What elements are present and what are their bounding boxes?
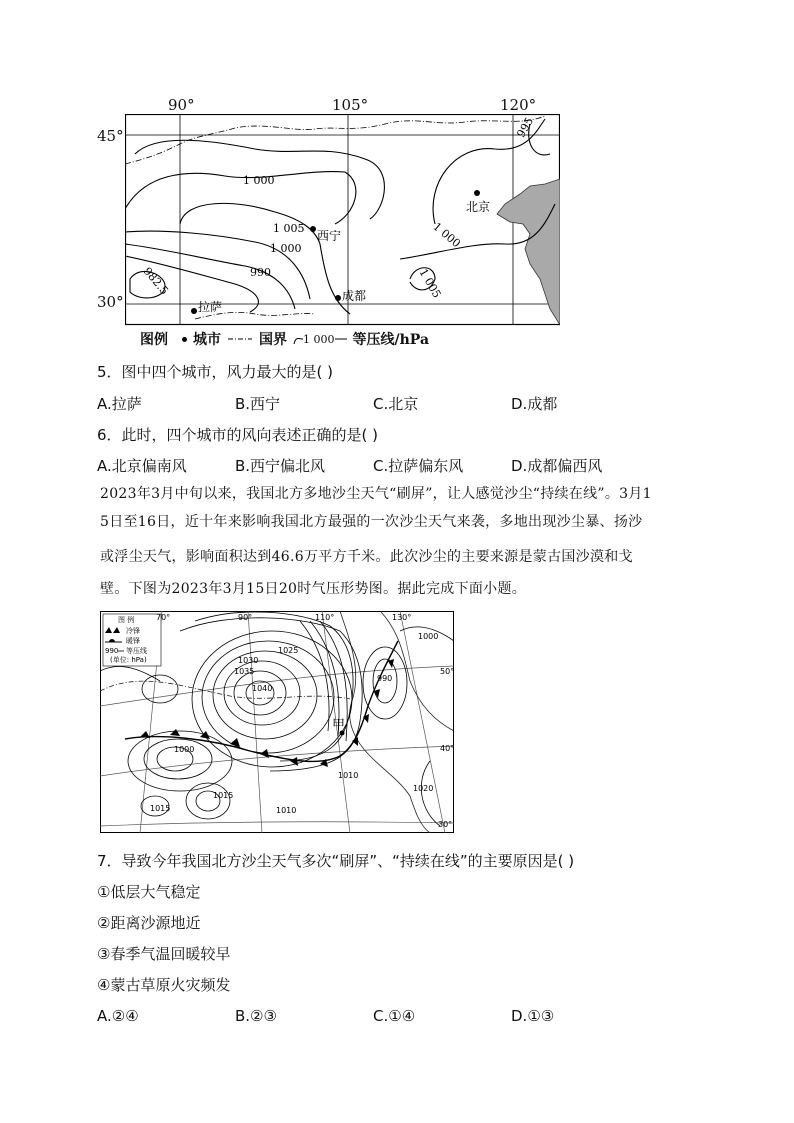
isobar-label: 1 005 <box>273 222 305 235</box>
pressure-map-2023-03-15 <box>100 611 454 833</box>
map2-legend-cold: 冷锋 <box>126 627 140 635</box>
map2-legend-warm: 暖锋 <box>126 637 140 645</box>
isobar-label: 1 000 <box>270 242 302 255</box>
map2-isobar-label: 1035 <box>234 667 255 676</box>
question-7-option-a[interactable]: A.②④ <box>97 1007 139 1025</box>
question-7-stem: 7．导致今年我国北方沙尘天气多次“刷屏”、“持续在线”的主要原因是( ) <box>97 852 575 870</box>
map2-isobar-label: 1040 <box>252 684 273 693</box>
map2-isobar-label: 1010 <box>338 771 359 780</box>
isobar-map-china <box>125 114 560 326</box>
map2-legend-isobar: 等压线 <box>126 647 147 655</box>
question-6-option-a[interactable]: A.北京偏南风 <box>97 457 187 475</box>
question-7-option-c[interactable]: C.①④ <box>373 1007 416 1025</box>
map2-isobar-label: 1025 <box>278 646 299 655</box>
question-7-option-b[interactable]: B.②③ <box>235 1007 277 1025</box>
map2-isobar-label: 1015 <box>150 804 171 813</box>
question-6-stem: 6．此时，四个城市的风向表述正确的是( ) <box>97 426 379 444</box>
map2-lat-label: 50° <box>440 667 454 676</box>
map2-lat-label: 40° <box>440 744 454 753</box>
question-6-option-b[interactable]: B.西宁偏北风 <box>235 457 326 475</box>
question-7-item: ③春季气温回暖较早 <box>97 945 231 963</box>
map2-lon-label: 130° <box>392 613 412 622</box>
isobar-line-icon <box>335 332 347 346</box>
city-label-xining: 西宁 <box>317 229 342 243</box>
map2-isobar-label: 990 <box>377 674 393 683</box>
map2-lon-label: 110° <box>315 613 335 622</box>
city-dot-xining <box>310 226 316 232</box>
city-dot-chengdu <box>335 295 341 301</box>
question-7-item: ②距离沙源地近 <box>97 914 201 932</box>
lat-label-30: 30° <box>97 293 124 311</box>
point-jia-label: 甲 <box>332 718 346 733</box>
isobar-label: 995 <box>514 115 537 140</box>
map2-isobar-label: 1015 <box>213 791 234 800</box>
lon-label-105: 105° <box>332 96 369 114</box>
city-dot-lhasa <box>191 308 197 314</box>
question-6-option-d[interactable]: D.成都偏西风 <box>511 457 603 475</box>
city-label-lhasa: 拉萨 <box>198 300 223 314</box>
question-7-option-d[interactable]: D.①③ <box>511 1007 555 1025</box>
question-7-item: ①低层大气稳定 <box>97 883 201 901</box>
lat-label-45: 45° <box>97 127 124 145</box>
isobar-label: 1 000 <box>243 174 275 187</box>
city-dot-icon <box>182 337 187 342</box>
passage-line: 壁。下图为2023年3月15日20时气压形势图。据此完成下面小题。 <box>100 581 527 597</box>
isobar-label: 1 005 <box>416 266 444 301</box>
isobar-legend-sample <box>293 332 347 346</box>
legend-isobar-value: 1 000 <box>303 332 335 346</box>
question-7-item: ④蒙古草原火灾频发 <box>97 976 231 994</box>
legend-isobar: 等压线/hPa <box>352 332 430 348</box>
map2-isobar-label: 1000 <box>174 745 195 754</box>
border-line-icon <box>227 334 253 344</box>
isobar-label: 982.5 <box>140 264 171 298</box>
passage-line: 5日至16日，近十年来影响我国北方最强的一次沙尘天气来袭，多地出现沙尘暴、扬沙 <box>100 514 643 530</box>
map2-lon-label: 90° <box>238 613 253 622</box>
city-label-chengdu: 成都 <box>342 289 367 303</box>
question-5-option-c[interactable]: C.北京 <box>373 395 419 413</box>
lon-label-120: 120° <box>500 96 537 114</box>
question-5-stem: 5．图中四个城市，风力最大的是( ) <box>97 363 334 381</box>
question-5-option-a[interactable]: A.拉萨 <box>97 395 142 413</box>
question-5-option-d[interactable]: D.成都 <box>511 395 558 413</box>
legend-city: 城市 <box>193 332 221 348</box>
isobar-label: 990 <box>250 266 271 279</box>
question-6-option-c[interactable]: C.拉萨偏东风 <box>373 457 464 475</box>
legend-border: 国界 <box>259 332 287 348</box>
map2-lon-label: 70° <box>156 613 171 622</box>
map2-isobar-label: 1010 <box>276 806 297 815</box>
map1-legend <box>140 329 429 349</box>
map2-isobar-label: 1030 <box>238 656 259 665</box>
isobar-line-icon <box>293 332 303 346</box>
map2-legend-title: 图 例 <box>118 616 135 624</box>
passage-line: 或浮尘天气，影响面积达到46.6万平方千米。此次沙尘的主要来源是蒙古国沙漠和戈 <box>100 549 633 565</box>
isobar-label: 1 000 <box>430 219 463 251</box>
question-5-option-b[interactable]: B.西宁 <box>235 395 281 413</box>
city-dot-beijing <box>474 190 480 196</box>
map2-isobar-label: 1020 <box>413 784 434 793</box>
map2-legend-unit: (单位: hPa) <box>110 656 147 664</box>
lon-label-90: 90° <box>168 96 195 114</box>
map2-legend-isobar-value: 990 <box>105 647 119 655</box>
map2-isobar-label: 1000 <box>418 632 439 641</box>
city-label-beijing: 北京 <box>466 200 491 214</box>
legend-title: 图例 <box>140 332 168 348</box>
passage-line: 2023年3月中旬以来，我国北方多地沙尘天气“刷屏”，让人感觉沙尘“持续在线”。3月1 <box>100 486 652 502</box>
map2-lat-label: 30° <box>438 820 453 829</box>
